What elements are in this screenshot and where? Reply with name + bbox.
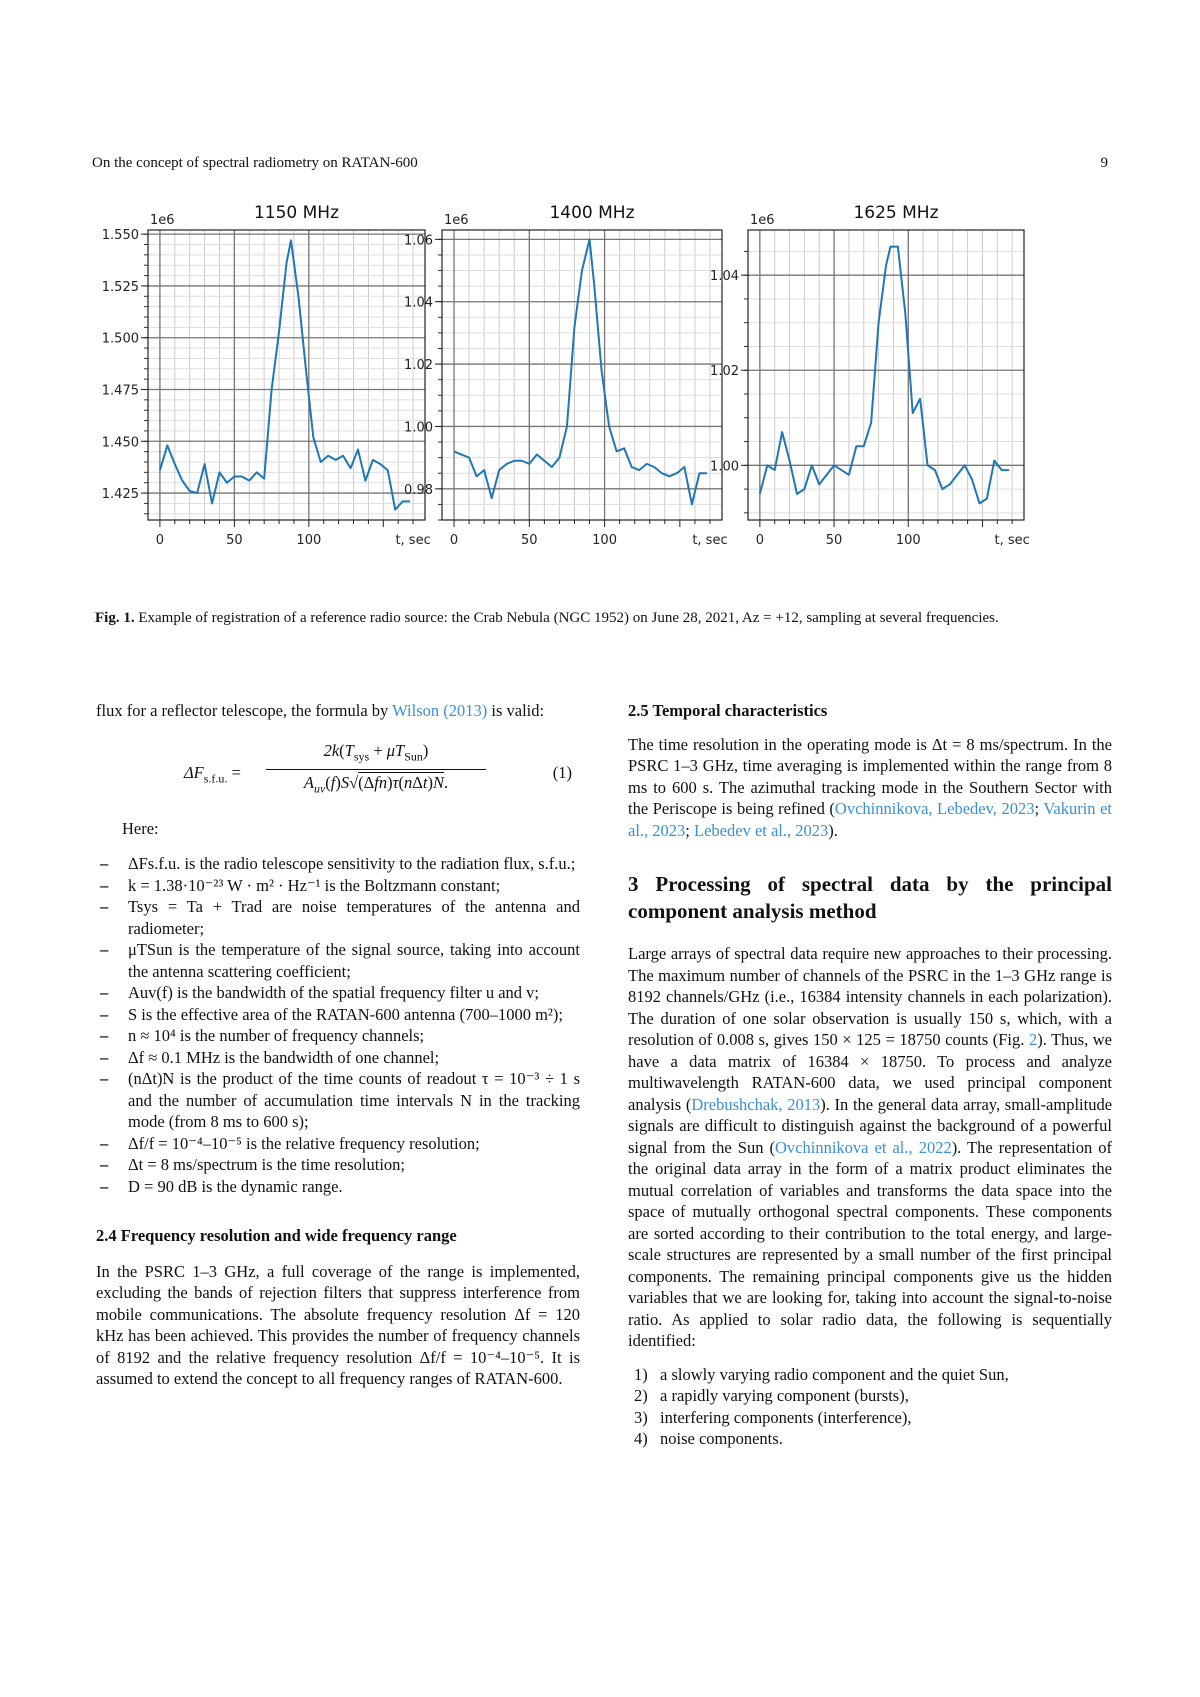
- x-axis-label: t, sec: [994, 533, 1030, 548]
- y-tick-label: 1.500: [101, 331, 139, 347]
- x-tick-label: 50: [825, 533, 843, 548]
- section-2-5-title: 2.5 Temporal characteristics: [628, 701, 828, 720]
- y-tick-label: 1.550: [101, 228, 139, 244]
- list-number: 1): [634, 1364, 648, 1384]
- y-multiplier-label: 1e6: [150, 213, 175, 228]
- chart-title: 1150 MHz: [253, 203, 340, 223]
- x-tick-label: 100: [296, 533, 322, 548]
- y-tick-label: 1.04: [404, 295, 433, 311]
- chart-panel-1400-mhz: [404, 203, 728, 548]
- y-multiplier-label: 1e6: [750, 213, 775, 228]
- equation-denominator: $A_{uv}(f)S√(\Delta fn)\tau(n\Delta t)N$.: [303, 773, 449, 796]
- component-list: [634, 1364, 1112, 1450]
- definition-item: – Auv(f) is the bandwidth of the spatial frequency filter u and v;: [96, 982, 580, 1004]
- ref-lebedev-2023[interactable]: Lebedev et al., 2023: [694, 820, 829, 840]
- intro-paragraph: flux for a reflector telescope, the formula by Wilson (2013) is valid:: [96, 701, 545, 720]
- data-series-line: [160, 240, 410, 509]
- y-tick-label: 1.02: [404, 358, 433, 374]
- list-text: a slowly varying radio component and the quiet Sun,: [660, 1364, 1009, 1384]
- list-text: noise components.: [660, 1429, 783, 1448]
- ref-vakurin-2023[interactable]: Vakurin et al., 2023: [628, 799, 1113, 840]
- list-text: interfering components (interference),: [660, 1407, 912, 1427]
- here-label: Here:: [122, 818, 159, 838]
- y-tick-label: 0.98: [404, 482, 433, 498]
- fig-2-ref[interactable]: 2: [1028, 1030, 1038, 1049]
- figure-1-charts: [80, 195, 1120, 555]
- x-tick-label: 0: [755, 533, 765, 548]
- definitions-list: [96, 853, 580, 1197]
- x-axis-label: t, sec: [395, 533, 431, 548]
- caption-text: Example of registration of a reference radio source: the Crab Nebula (NGC 1952) on June 28, 2021, Az = +12, sampling at several frequencies.: [134, 610, 999, 626]
- definition-item: – S is the effective area of the RATAN-600 antenna (700–1000 m²);: [96, 1004, 580, 1026]
- equation-numerator: $2k(T_{sys} + \mu T_{Sun})$: [266, 740, 486, 771]
- list-number: 2): [634, 1386, 648, 1405]
- chart-panel-1625-mhz: [710, 203, 1030, 548]
- list-number: 3): [634, 1407, 648, 1427]
- definition-item: – μTSun is the temperature of the signal source, taking into account the antenna scattering coefficient;: [96, 939, 580, 982]
- definition-item: – Tsys = Ta + Trad are noise temperatures of the antenna and radiometer;: [96, 896, 580, 939]
- section-2-4-text: In the PSRC 1–3 GHz, a full coverage of the range is implemented, excluding the bands of rejection filters that suppress interference from mobile communications. The absolute frequency resolution Δf = 120 kHz has been achieved. This provides the number of frequency channels of 8192 and the relative frequency resolution Δf/f = 10⁻⁴–10⁻⁵. It is assumed to extend the concept to all frequency ranges of RATAN-600.: [96, 1261, 580, 1388]
- definition-item: – Δf/f = 10⁻⁴–10⁻⁵ is the relative frequency resolution;: [96, 1133, 580, 1155]
- running-head: [92, 155, 1108, 172]
- y-tick-label: 1.525: [101, 279, 139, 295]
- chart-panel-1150-mhz: [102, 203, 431, 548]
- y-tick-label: 1.00: [710, 459, 739, 475]
- equation-1: [96, 740, 580, 810]
- x-tick-label: 0: [449, 533, 459, 548]
- section-3-title: 3 Processing of spectral data by the principal component analysis method: [628, 872, 1112, 923]
- definition-item: – ΔFs.f.u. is the radio telescope sensitivity to the radiation flux, s.f.u.;: [96, 853, 580, 875]
- figure-1: [80, 195, 1120, 555]
- chart-title: 1625 MHz: [853, 203, 939, 223]
- x-axis-label: t, sec: [692, 533, 728, 548]
- x-tick-label: 100: [592, 533, 617, 548]
- y-multiplier-label: 1e6: [444, 213, 469, 228]
- ref-wilson[interactable]: Wilson (2013): [392, 701, 488, 720]
- component-list-item: [634, 1428, 1112, 1450]
- left-column: [96, 700, 580, 1390]
- y-tick-label: 1.425: [101, 487, 139, 503]
- y-tick-label: 1.00: [404, 420, 433, 436]
- equation-lhs: $\Delta F_{s.f.u.}$ =: [184, 762, 241, 785]
- definition-item: – Δt = 8 ms/spectrum is the time resolution;: [96, 1154, 580, 1176]
- y-tick-label: 1.02: [710, 364, 739, 380]
- section-3-paragraph: Large arrays of spectral data require new approaches to their processing. The maximum number of channels of the PSRC in the 1–3 GHz range is 8192 channels/GHz (i.e., 16384 intensity channels in each polarization). The duration of one solar observation is usually 150 s, which, with a resolution of 0.008 s, gives 150 × 125 = 18750 counts (Fig. 2). Thus, we have a data matrix of 16384 × 18750. To process and analyze multiwavelength RATAN-600 data, we used principal component analysis (Drebushchak, 2013). In the general data array, small-amplitude signals are difficult to distinguish against the background of a powerful signal from the Sun (Ovchinnikova et al., 2022). The representation of the original data array in the form of a matrix product eliminates the mutual correlation of variables and transforms the data space into the space of mutually orthogonal spectral components. These components are sorted according to their contribution to the total energy, and large-scale structures are represented by a small number of the first principal components. The remaining principal components give us the hidden variables that we are looking for, taking into account the signal-to-noise ratio. As applied to solar radio data, the following is sequentially identified:: [628, 944, 1113, 1350]
- y-tick-label: 1.475: [101, 383, 139, 399]
- data-series-line: [454, 239, 707, 504]
- ref-ovchinnikova-2022[interactable]: Ovchinnikova et al., 2022: [775, 1137, 952, 1157]
- right-column: [628, 700, 1112, 1450]
- x-tick-label: 50: [226, 533, 243, 548]
- x-tick-label: 50: [521, 533, 538, 548]
- ref-drebushchak-2013[interactable]: Drebushchak, 2013: [691, 1094, 821, 1114]
- running-title: On the concept of spectral radiometry on RATAN-600: [92, 155, 418, 171]
- definition-item: – D = 90 dB is the dynamic range.: [96, 1176, 580, 1198]
- x-tick-label: 0: [155, 533, 165, 548]
- equation-number: (1): [552, 762, 572, 782]
- definition-item: – Δf ≈ 0.1 MHz is the bandwidth of one channel;: [96, 1047, 580, 1069]
- y-tick-label: 1.450: [101, 435, 139, 451]
- x-tick-label: 100: [895, 533, 921, 548]
- component-list-item: [634, 1385, 1112, 1407]
- section-2-5-text: The time resolution in the operating mode is Δt = 8 ms/spectrum. In the PSRC 1–3 GHz, time averaging is implemented within the range from 8 ms to 600 s. The azimuthal tracking mode in the Southern Sector with the Periscope is being refined (Ovchinnikova, Lebedev, 2023; Vakurin et al., 2023; Lebedev et al., 2023).: [628, 734, 1113, 840]
- definition-item: – (nΔt)N is the product of the time counts of readout τ = 10⁻³ ÷ 1 s and the number of accumulation time intervals N in the tracking mode (from 8 ms to 600 s);: [96, 1068, 580, 1133]
- list-text: a rapidly varying component (bursts),: [660, 1386, 909, 1405]
- page-number: 9: [1100, 155, 1108, 171]
- y-tick-label: 1.06: [404, 233, 433, 249]
- ref-ovchinnikova-lebedev-2023[interactable]: Ovchinnikova, Lebedev, 2023: [834, 799, 1035, 818]
- y-tick-label: 1.04: [710, 269, 739, 285]
- caption-label: Fig. 1.: [95, 610, 135, 626]
- figure-caption: [95, 608, 1115, 628]
- component-list-item: [634, 1407, 1112, 1429]
- definition-item: – k = 1.38·10⁻²³ W · m² · Hz⁻¹ is the Boltzmann constant;: [96, 875, 580, 897]
- chart-title: 1400 MHz: [549, 203, 635, 223]
- component-list-item: [634, 1364, 1112, 1386]
- definition-item: – n ≈ 10⁴ is the number of frequency channels;: [96, 1025, 580, 1047]
- equation-fraction: [266, 740, 486, 801]
- section-2-4-title: 2.4 Frequency resolution and wide frequency range: [96, 1226, 457, 1245]
- list-number: 4): [634, 1429, 648, 1448]
